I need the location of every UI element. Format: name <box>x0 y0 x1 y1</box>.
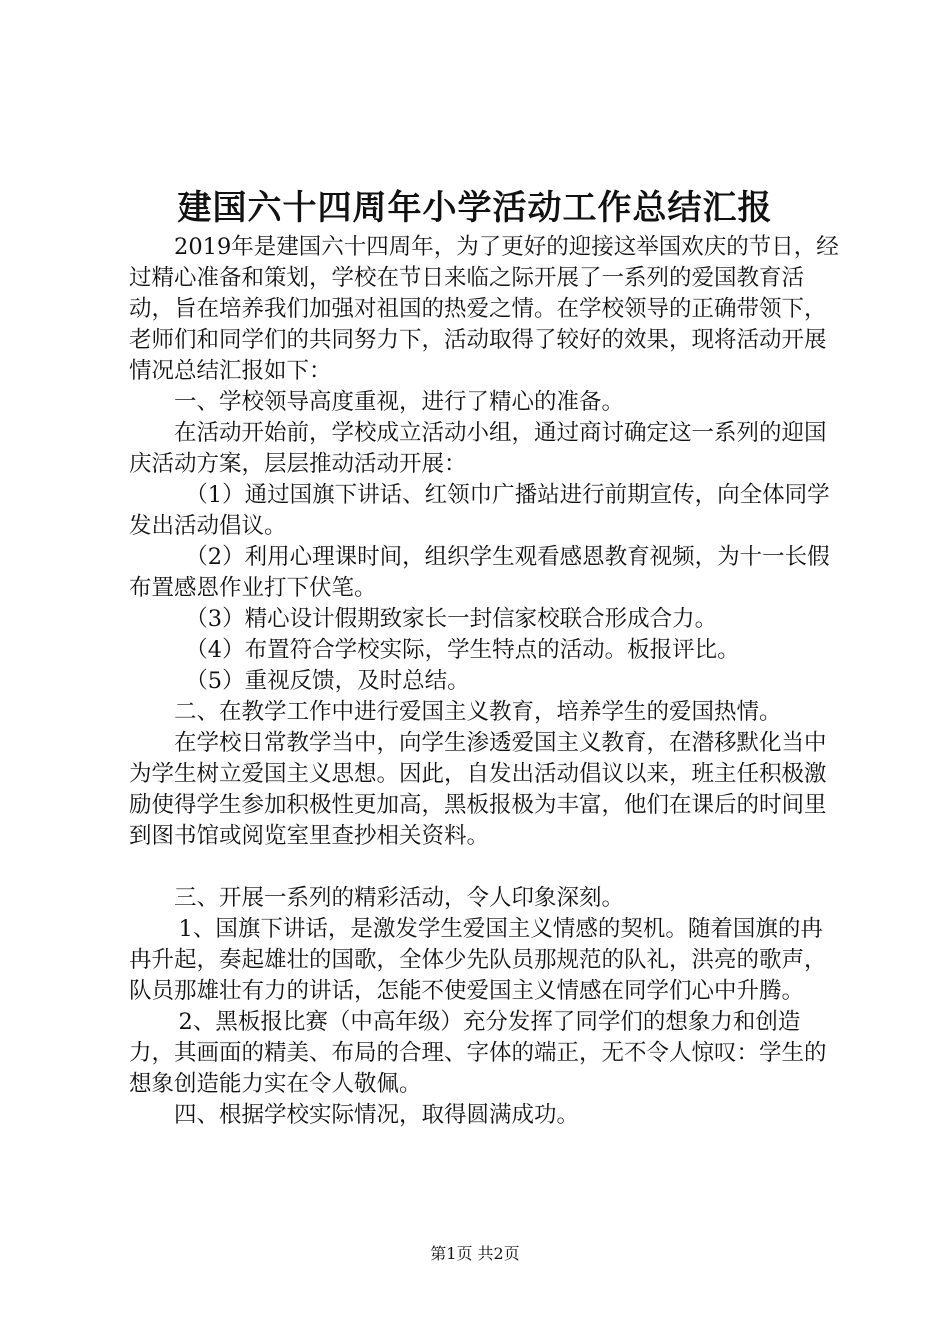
section-heading-3: 三、开展一系列的精彩活动，令人印象深刻。 <box>174 885 625 911</box>
section-heading-1: 一、学校领导高度重视，进行了精心的准备。 <box>174 389 625 415</box>
list-item-1: （1）通过国旗下讲话、红领巾广播站进行前期宣传，向全体同学发出活动倡议。 <box>129 482 830 539</box>
numbered-paragraph-1: 1、国旗下讲话，是激发学生爱国主义情感的契机。随着国旗的冉冉升起，奏起雄壮的国歌，全体少先队员那规范的队礼，洪亮的歌声，队员那雄壮有力的讲话，怎能不使爱国主义情感在同学们心中升腾。 <box>129 916 827 1004</box>
document-title: 建国六十四周年小学活动工作总结汇报 <box>177 188 773 228</box>
document-body <box>129 232 841 1131</box>
body-paragraph: 在学校日常教学当中，向学生渗透爱国主义教育，在潜移默化当中为学生树立爱国主义思想。因此，自发出活动倡议以来，班主任积极激励使得学生参加积极性更加高，黑板报极为丰富，他们在课后的时间里到图书馆或阅览室里查抄相关资料。 <box>129 730 827 849</box>
list-item-4: （4）布置符合学校实际，学生特点的活动。板报评比。 <box>185 637 740 663</box>
intro-paragraph: 2019年是建国六十四周年，为了更好的迎接这举国欢庆的节日，经过精心准备和策划，学校在节日来临之际开展了一系列的爱国教育活动，旨在培养我们加强对祖国的热爱之情。在学校领导的正确带领下，老师们和同学们的共同努力下，活动取得了较好的效果，现将活动开展情况总结汇报如下： <box>129 234 839 384</box>
section-heading-4: 四、根据学校实际情况，取得圆满成功。 <box>174 1102 580 1128</box>
list-item-5: （5）重视反馈，及时总结。 <box>185 668 470 694</box>
list-item-3: （3）精心设计假期致家长一封信家校联合形成合力。 <box>185 606 718 632</box>
paragraph-gap <box>129 852 841 883</box>
numbered-paragraph-2: 2、黑板报比赛（中高年级）充分发挥了同学们的想象力和创造力，其画面的精美、布局的合理、字体的端正，无不令人惊叹：学生的想象创造能力实在令人敬佩。 <box>129 1009 827 1097</box>
list-item-2: （2）利用心理课时间，组织学生观看感恩教育视频，为十一长假布置感恩作业打下伏笔。 <box>129 544 830 601</box>
page-number: 第1页 共2页 <box>430 1244 520 1263</box>
section-heading-2: 二、在教学工作中进行爱国主义教育，培养学生的爱国热情。 <box>174 699 782 725</box>
body-paragraph: 在活动开始前，学校成立活动小组，通过商讨确定这一系列的迎国庆活动方案，层层推动活动开展： <box>129 420 827 477</box>
